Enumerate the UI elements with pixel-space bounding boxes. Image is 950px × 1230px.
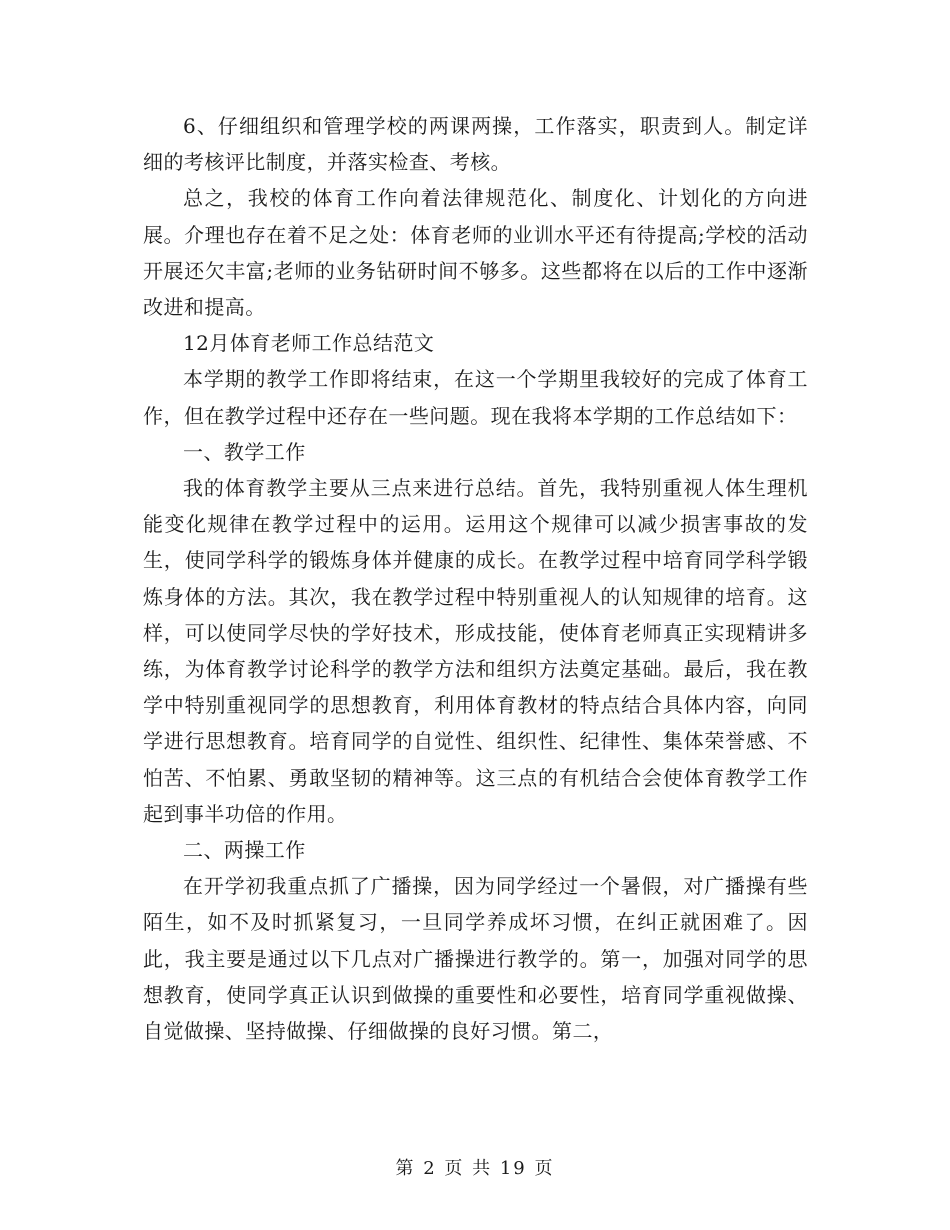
page-number-footer: 第 2 页 共 19 页	[395, 1158, 555, 1179]
paragraph-item-6: 6、仔细组织和管理学校的两课两操，工作落实，职责到人。制定详细的考核评比制度，并落实检查、考核。	[143, 114, 808, 175]
document-body	[143, 108, 808, 1049]
heading-teaching-work: 一、教学工作	[183, 439, 306, 464]
heading-exercise-work: 二、两操工作	[183, 838, 306, 863]
paragraph-teaching-work: 我的体育教学主要从三点来进行总结。首先，我特别重视人体生理机能变化规律在教学过程中的运用。运用这个规律可以减少损害事故的发生，使同学科学的锻炼身体并健康的成长。在教学过程中培育同学科学锻炼身体的方法。其次，我在教学过程中特别重视人的认知规律的培育。这样，可以使同学尽快的学好技术，形成技能，使体育老师真正实现精讲多练，为体育教学讨论科学的教学方法和组织方法奠定基础。最后，我在教学中特别重视同学的思想教育，利用体育教材的特点结合具体内容，向同学进行思想教育。培育同学的自觉性、组织性、纪律性、集体荣誉感、不怕苦、不怕累、勇敢坚韧的精神等。这三点的有机结合会使体育教学工作起到事半功倍的作用。	[143, 476, 808, 826]
paragraph-intro: 本学期的教学工作即将结束，在这一个学期里我较好的完成了体育工作，但在教学过程中还存在一些问题。现在我将本学期的工作总结如下：	[143, 367, 808, 428]
section-title: 12月体育老师工作总结范文	[183, 331, 435, 356]
paragraph-summary: 总之，我校的体育工作向着法律规范化、制度化、计划化的方向进展。介理也存在着不足之处：体育老师的业训水平还有待提高;学校的活动开展还欠丰富;老师的业务钻研时间不够多。这些都将在以后的工作中逐渐改进和提高。	[143, 186, 808, 320]
paragraph-exercise-work: 在开学初我重点抓了广播操，因为同学经过一个暑假，对广播操有些陌生，如不及时抓紧复习，一旦同学养成坏习惯，在纠正就困难了。因此，我主要是通过以下几点对广播操进行教学的。第一，加强对同学的思想教育，使同学真正认识到做操的重要性和必要性，培育同学重视做操、自觉做操、坚持做操、仔细做操的良好习惯。第二，	[143, 874, 808, 1044]
